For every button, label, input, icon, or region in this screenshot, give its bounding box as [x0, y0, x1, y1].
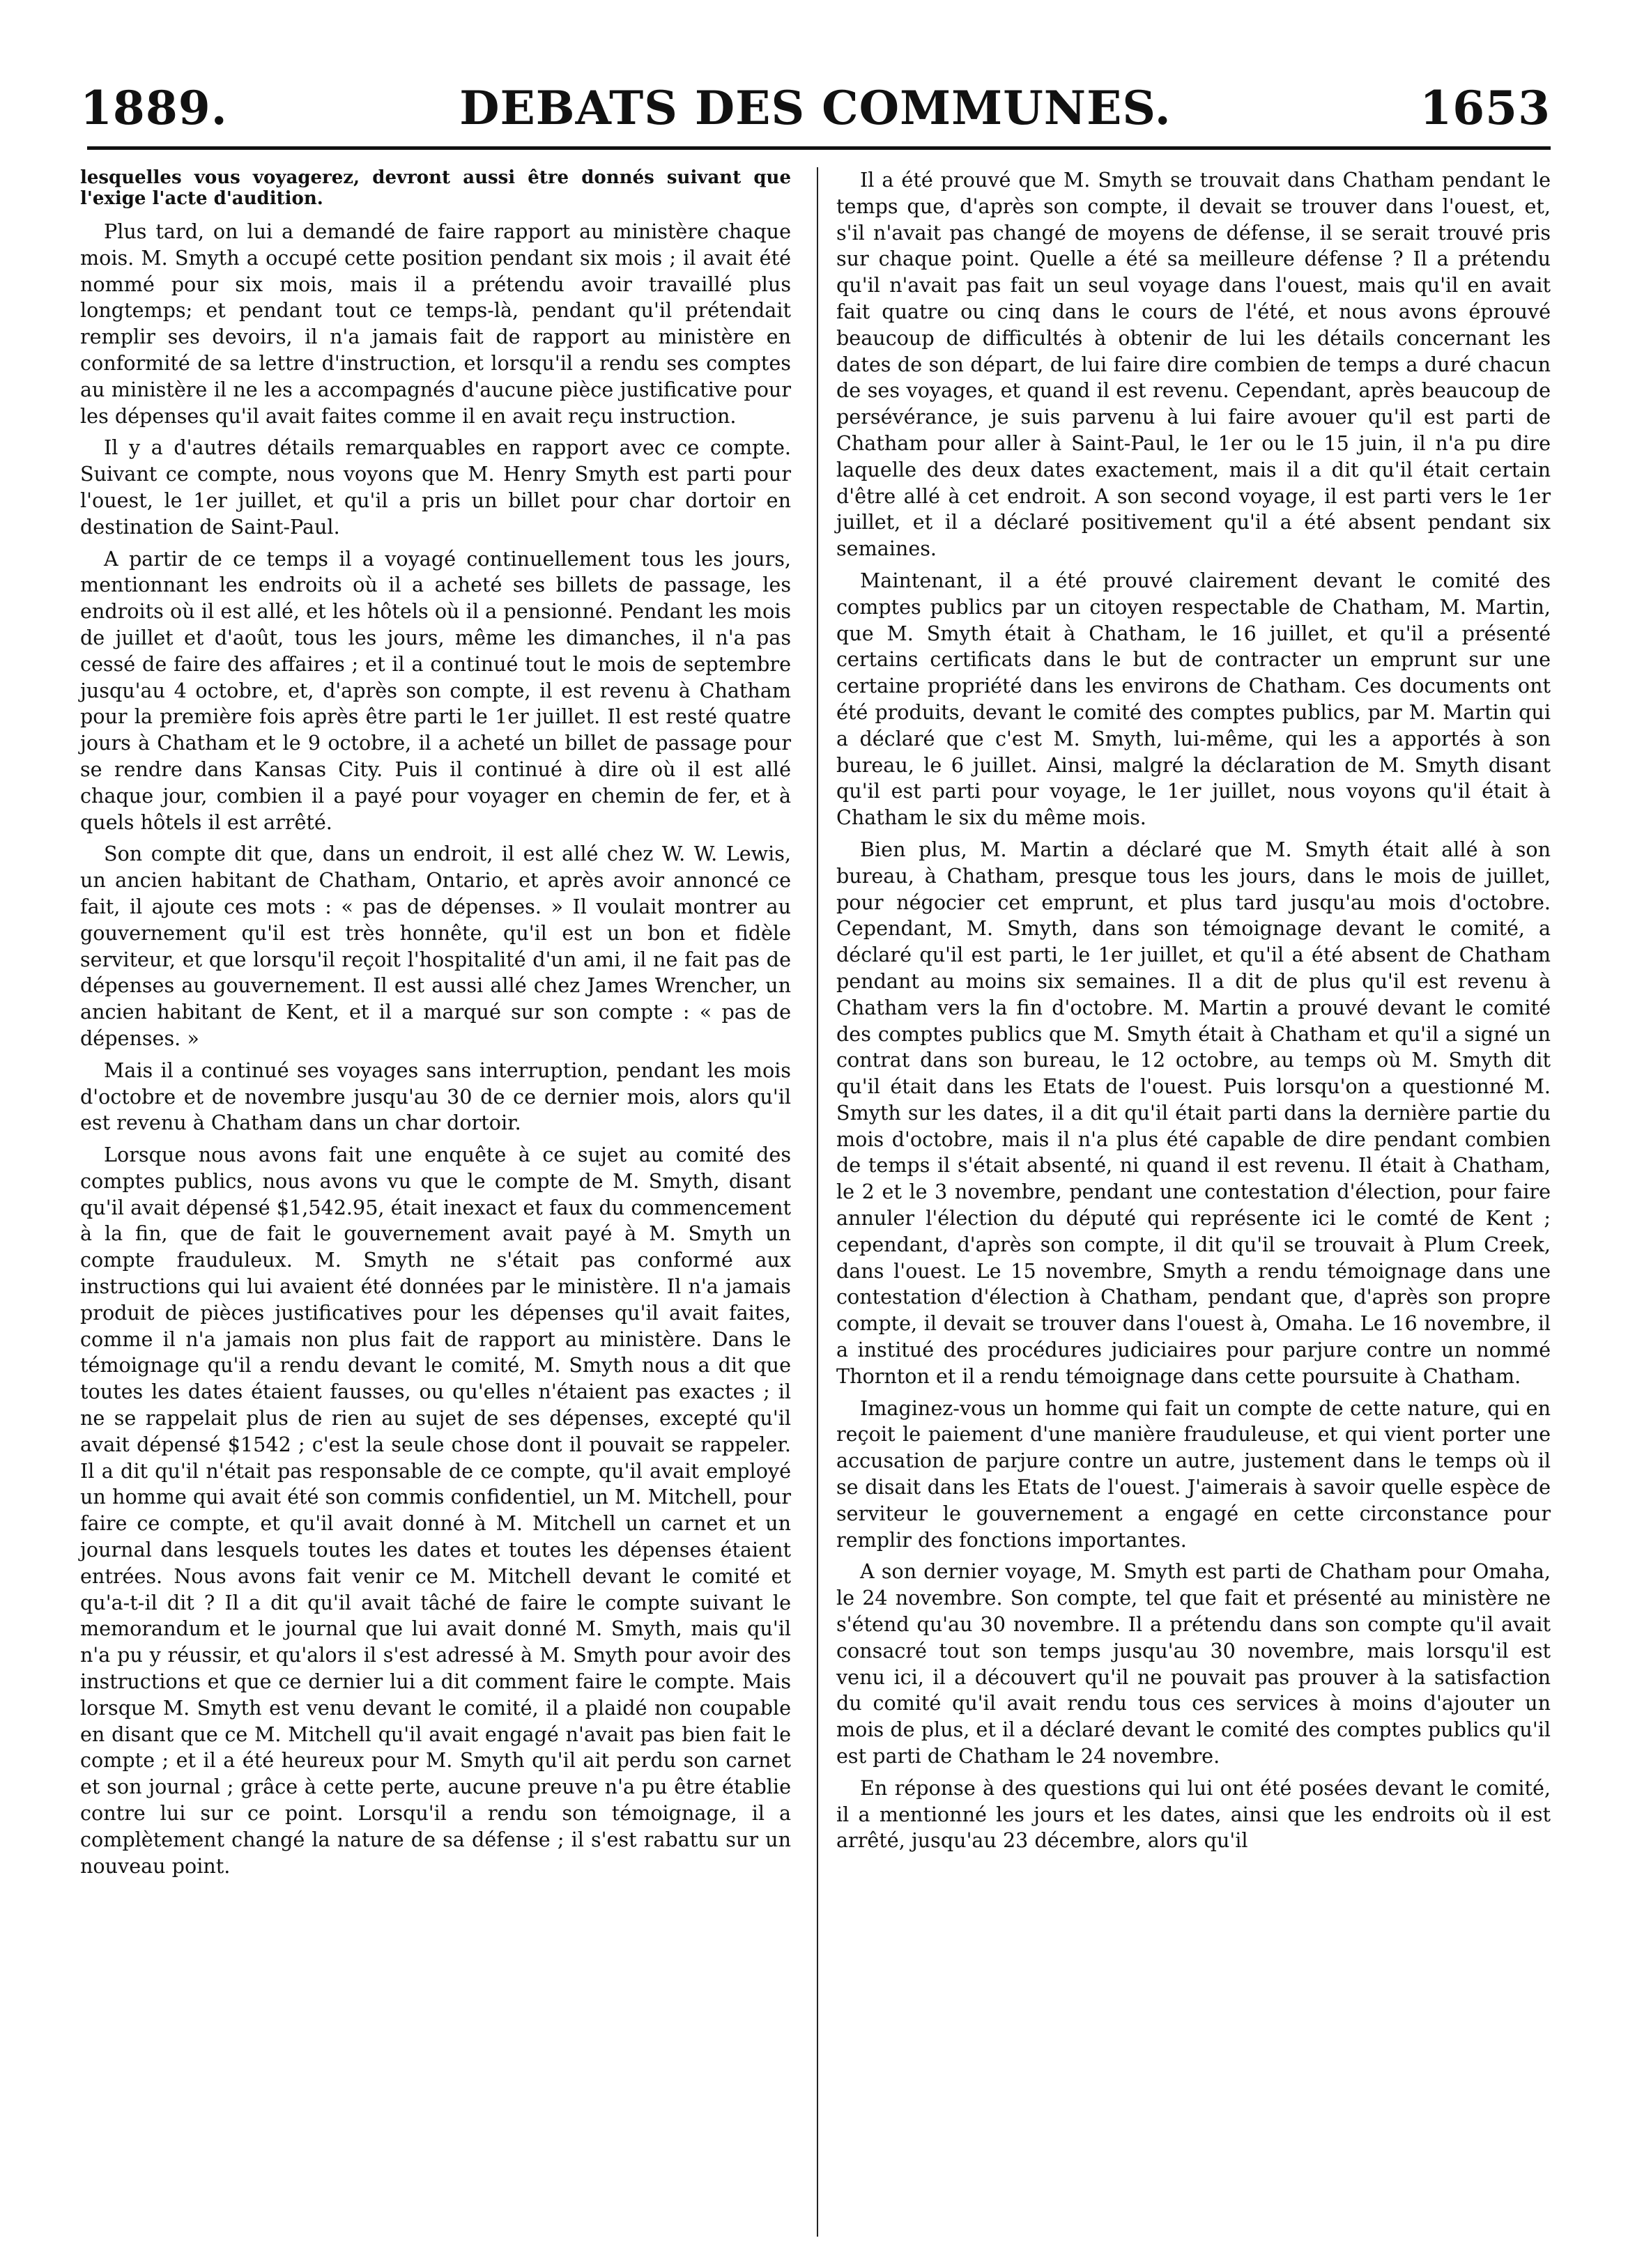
header-rule	[87, 146, 1551, 150]
paragraph: A son dernier voyage, M. Smyth est parti de Chatham pour Omaha, le 24 novembre. Son compte, tel que fait et présenté au ministère ne s'étend qu'au 30 novembre. Il a prétendu dans son compte qu'il avait consacré tout son temps jusqu'au 30 novembre, mais lorsqu'il est venu ici, il a découvert qu'il ne pouvait pas prouver à la satisfaction du comité qu'il avait rendu tous ces services à moins d'ajouter un mois de plus, et il a déclaré devant le comité des comptes publics qu'il est parti de Chatham le 24 novembre.	[836, 1559, 1551, 1768]
paragraph: lesquelles vous voyagerez, devront aussi être donnés suivant que l'exige l'acte d'audition.	[80, 167, 791, 209]
header-title: DEBATS DES COMMUNES.	[459, 81, 1172, 135]
paragraph: Mais il a continué ses voyages sans interruption, pendant les mois d'octobre et de novembre jusqu'au 30 de ce dernier mois, alors qu'il est revenu à Chatham dans un char dortoir.	[80, 1058, 791, 1135]
header-page-number: 1653	[1420, 81, 1551, 135]
paragraph: Imaginez-vous un homme qui fait un compte de cette nature, qui en reçoit le paiement d'une manière frauduleuse, et qui vient porter une accusation de parjure contre un autre, justement dans le temps où il se disait dans les Etats de l'ouest. J'aimerais à savoir quelle espèce de serviteur le gouvernement a engagé en cette circonstance pour remplir des fonctions importantes.	[836, 1396, 1551, 1552]
paragraph: Son compte dit que, dans un endroit, il est allé chez W. W. Lewis, un ancien habitant de Chatham, Ontario, et après avoir annoncé ce fait, il ajoute ces mots : « pas de dépenses. » Il voulait montrer au gouvernement qu'il est très honnête, qu'il est un bon et fidèle serviteur, et que lorsqu'il reçoit l'hospitalité d'un ami, il ne fait pas de dépenses au gouvernement. Il est aussi allé chez James Wrencher, un ancien habitant de Kent, et il a marqué sur son compte : « pas de dépenses. »	[80, 842, 791, 1050]
paragraph: Il y a d'autres détails remarquables en rapport avec ce compte. Suivant ce compte, nous voyons que M. Henry Smyth est parti pour l'ouest, le 1er juillet, et qu'il a pris un billet pour char dortoir en destination de Saint-Paul.	[80, 435, 791, 539]
left-column	[80, 167, 791, 1885]
paragraph: Il a été prouvé que M. Smyth se trouvait dans Chatham pendant le temps que, d'après son compte, il devait se trouver dans l'ouest, et, s'il n'avait pas changé de moyens de défense, il se serait trouvé pris sur chaque point. Quelle a été sa meilleure défense ? Il a prétendu qu'il n'avait pas fait un seul voyage dans l'ouest, mais qu'il en avait fait quatre ou cinq dans le cours de l'été, et nous avons éprouvé beaucoup de difficultés à obtenir de lui les détails concernant les dates de son départ, de lui faire dire combien de temps a duré chacun de ses voyages, et quand il est revenu. Cependant, après beaucoup de persévérance, je suis parvenu à lui faire avouer qu'il est parti de Chatham pour aller à Saint-Paul, le 1er ou le 15 juin, il n'a pu dire laquelle des deux dates exactement, mais il a dit qu'il était certain d'être allé à cet endroit. A son second voyage, il est parti vers le 1er juillet, et il a déclaré positivement qu'il a été absent pendant six semaines.	[836, 168, 1551, 561]
column-divider	[817, 167, 818, 2237]
paragraph: Plus tard, on lui a demandé de faire rapport au ministère chaque mois. M. Smyth a occupé cette position pendant six mois ; il avait été nommé pour six mois, mais il a prétendu avoir travaillé plus longtemps; et pendant tout ce temps-là, pendant qu'il prétendait remplir ses devoirs, il n'a jamais fait de rapport au ministère en conformité de sa lettre d'instruction, et lorsqu'il a rendu ses comptes au ministère il ne les a accompagnés d'aucune pièce justificative pour les dépenses qu'il avait faites comme il en avait reçu instruction.	[80, 219, 791, 428]
paragraph: A partir de ce temps il a voyagé continuellement tous les jours, mentionnant les endroits où il a acheté ses billets de passage, les endroits où il est allé, et les hôtels où il a pensionné. Pendant les mois de juillet et d'août, tous les jours, même les dimanches, il n'a pas cessé de faire des affaires ; et il a continué tout le mois de septembre jusqu'au 4 octobre, et, d'après son compte, il est revenu à Chatham pour la première fois après être parti le 1er juillet. Il est resté quatre jours à Chatham et le 9 octobre, il a acheté un billet de passage pour se rendre dans Kansas City. Puis il continué à dire où il est allé chaque jour, combien il a payé pour voyager en chemin de fer, et à quels hôtels il est arrêté.	[80, 546, 791, 834]
header-year: 1889.	[80, 81, 228, 135]
right-column	[836, 167, 1551, 1860]
page-header	[80, 66, 1551, 143]
paragraph: En réponse à des questions qui lui ont été posées devant le comité, il a mentionné les jours et les dates, ainsi que les endroits où il est arrêté, jusqu'au 23 décembre, alors qu'il	[836, 1775, 1551, 1853]
paragraph: Bien plus, M. Martin a déclaré que M. Smyth était allé à son bureau, à Chatham, presque tous les jours, dans le mois de juillet, pour négocier cet emprunt, et plus tard jusqu'au mois d'octobre. Cependant, M. Smyth, dans son témoignage devant le comité, a déclaré qu'il est parti, le 1er juillet, et qu'il a été absent de Chatham pendant au moins six semaines. Il a dit de plus qu'il est revenu à Chatham vers la fin d'octobre. M. Martin a prouvé devant le comité des comptes publics que M. Smyth était à Chatham et qu'il a signé un contrat dans son bureau, le 12 octobre, au temps où M. Smyth dit qu'il était dans les Etats de l'ouest. Puis lorsqu'on a questionné M. Smyth sur les dates, il a dit qu'il était parti dans la dernière partie du mois d'octobre, mais il n'a plus été capable de dire pendant combien de temps il s'était absenté, ni quand il est revenu. Il était à Chatham, le 2 et le 3 novembre, pendant une contestation d'élection, pour faire annuler l'élection du député qui représente ici le comté de Kent ; cependant, d'après son compte, il dit qu'il se trouvait à Plum Creek, dans l'ouest. Le 15 novembre, Smyth a rendu témoignage dans une contestation d'élection à Chatham, pendant que, d'après son propre compte, il devait se trouver dans l'ouest à, Omaha. Le 16 novembre, il a institué des procédures judiciaires pour parjure contre un nommé Thornton et il a rendu témoignage dans cette poursuite à Chatham.	[836, 837, 1551, 1388]
paragraph: Lorsque nous avons fait une enquête à ce sujet au comité des comptes publics, nous avons vu que le compte de M. Smyth, disant qu'il avait dépensé $1,542.95, était inexact et faux du commencement à la fin, que de fait le gouvernement avait payé à M. Smyth un compte frauduleux. M. Smyth ne s'était pas conformé aux instructions qui lui avaient été données par le ministère. Il n'a jamais produit de pièces justificatives pour les dépenses qu'il avait faites, comme il n'a jamais non plus fait de rapport au ministère. Dans le témoignage qu'il a rendu devant le comité, M. Smyth nous a dit que toutes les dates étaient fausses, ou qu'elles n'étaient pas exactes ; il ne se rappelait plus de rien au sujet de ses dépenses, excepté qu'il avait dépensé $1542 ; c'est la seule chose dont il pouvait se rappeler. Il a dit qu'il n'était pas responsable de ce compte, qu'il avait employé un homme qui avait été son commis confidentiel, un M. Mitchell, pour faire ce compte, et qu'il avait donné à M. Mitchell un carnet et un journal dans lesquels toutes les dates et toutes les dépenses étaient entrées. Nous avons fait venir ce M. Mitchell devant le comité et qu'a-t-il dit ? Il a dit qu'il avait tâché de faire le compte suivant le memorandum et le journal que lui avait donné M. Smyth, mais qu'il n'a pu y réussir, et qu'alors il s'est adressé à M. Smyth pour avoir des instructions et que ce dernier lui a dit comment faire le compte. Mais lorsque M. Smyth est venu devant le comité, il a plaidé non coupable en disant que ce M. Mitchell qu'il avait engagé n'avait pas bien fait le compte ; et il a été heureux pour M. Smyth qu'il ait perdu son carnet et son journal ; grâce à cette perte, aucune preuve n'a pu être établie contre lui sur ce point. Lorsqu'il a rendu son témoignage, il a complètement changé la nature de sa défense ; il s'est rabattu sur un nouveau point.	[80, 1143, 791, 1878]
paragraph: Maintenant, il a été prouvé clairement devant le comité des comptes publics par un citoyen respectable de Chatham, M. Martin, que M. Smyth était à Chatham, le 16 juillet, et qu'il a présenté certains certificats dans le but de contracter un emprunt sur une certaine propriété dans les environs de Chatham. Ces documents ont été produits, devant le comité des comptes publics, par M. Martin qui a déclaré que c'est M. Smyth, lui-même, qui les a apportés à son bureau, le 6 juillet. Ainsi, malgré la déclaration de M. Smyth disant qu'il est parti pour voyage, le 1er juillet, nous voyons qu'il était à Chatham le six du même mois.	[836, 568, 1551, 830]
